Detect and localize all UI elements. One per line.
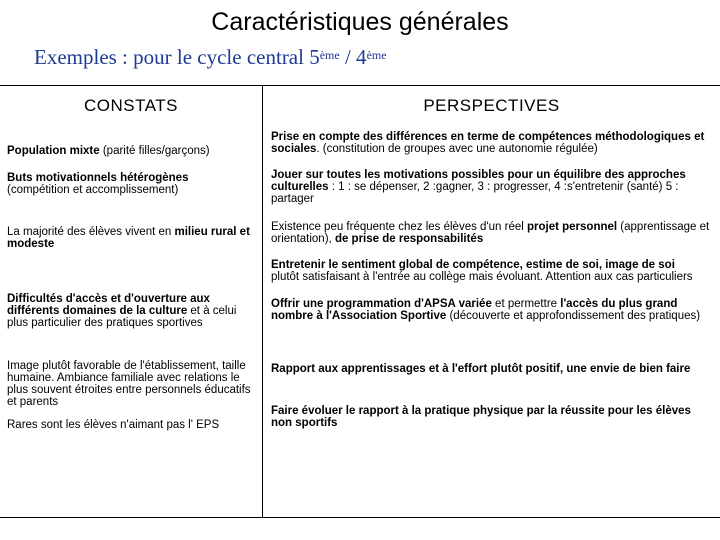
constat-population <box>7 145 257 157</box>
constat-milieu <box>7 226 257 250</box>
subtitle-sup-2: ème <box>366 48 387 62</box>
constat-motivation <box>7 172 257 196</box>
perspective-projet-bold-2: de prise de responsabilités <box>334 233 484 245</box>
column-header-constats: CONSTATS <box>83 96 179 115</box>
perspective-apprentissages <box>271 363 715 375</box>
perspective-programmation-text-1: et permettre <box>491 298 561 310</box>
constat-motivation-bold: Buts motivationnels hétérogènes <box>7 172 189 184</box>
constat-milieu-text: La majorité des élèves vivent en <box>7 226 175 238</box>
constat-culture-bold: Difficultés d'accès et d'ouverture aux différents domaines de la culture <box>7 293 210 317</box>
constat-eps-text: Rares sont les élèves n'aimant pas l' EPS <box>7 419 220 431</box>
constat-population-text: (parité filles/garçons) <box>99 145 210 157</box>
table-top-border <box>0 85 720 86</box>
subtitle-sep: / 4 <box>339 45 367 69</box>
constat-motivation-text: (compétition et accomplissement) <box>7 184 179 196</box>
perspective-programmation <box>271 298 715 322</box>
perspective-projet-text-1: Existence peu fréquente chez les élèves d'un réel <box>271 221 527 233</box>
slide-subtitle <box>34 44 387 70</box>
perspective-programmation-bold-2: l'accès du plus grand nombre à l'Association Sportive <box>271 298 678 322</box>
constat-etablissement-text: Image plutôt favorable de l'établissement, taille humaine. Ambiance familiale avec relations le plus souvent étroites entre personnels éducatifs et parents <box>7 360 251 408</box>
table-bottom-border <box>0 517 720 518</box>
constat-eps <box>7 419 257 431</box>
perspective-sentiment-text: plutôt satisfaisant à l'entrée au collège mais évoluant. Attention aux cas particuliers <box>271 271 693 283</box>
perspective-motivations-bold: Jouer sur toutes les motivations possibles pour un équilibre des approches culturelles <box>271 169 686 193</box>
subtitle-sup-1: ème <box>319 48 340 62</box>
perspective-sentiment-bold: Entretenir le sentiment global de compétence, estime de soi, image de soi <box>271 259 675 271</box>
slide-title: Caractéristiques générales <box>211 8 509 36</box>
perspective-rapport <box>271 405 715 429</box>
perspective-motivations-text: : 1 : se dépenser, 2 :gagner, 3 : progresser, 4 :s'entretenir (santé) 5 : partager <box>271 181 679 205</box>
constat-culture <box>7 293 259 329</box>
perspective-motivations <box>271 169 715 205</box>
perspective-programmation-text-2: (découverte et approfondissement des pratiques) <box>446 310 701 322</box>
constat-etablissement <box>7 360 259 408</box>
constat-culture-text: et à celui plus particulier des pratiques sportives <box>7 305 237 329</box>
perspective-projet-text-2: (apprentissage et orientation), <box>271 221 710 245</box>
perspective-sentiment <box>271 259 717 283</box>
perspective-projet <box>271 221 717 245</box>
perspective-differences <box>271 131 715 155</box>
constat-population-bold: Population mixte <box>7 145 100 157</box>
perspective-differences-text: . (constitution de groupes avec une autonomie régulée) <box>316 143 598 155</box>
perspective-rapport-bold: Faire évoluer le rapport à la pratique physique par la réussite pour les élèves non sportifs <box>271 405 691 429</box>
column-divider <box>262 85 263 517</box>
subtitle-text: Exemples : pour le cycle central 5 <box>34 45 320 69</box>
perspective-apprentissages-bold: Rapport aux apprentissages et à l'effort plutôt positif, une envie de bien faire <box>271 363 691 375</box>
perspective-programmation-bold-1: Offrir une programmation d'APSA variée <box>271 298 492 310</box>
perspective-projet-bold-1: projet personnel <box>527 221 618 233</box>
perspective-differences-bold: Prise en compte des différences en terme de compétences méthodologiques et sociales <box>271 131 705 155</box>
column-header-perspectives: PERSPECTIVES <box>423 96 560 115</box>
constat-milieu-bold: milieu rural et modeste <box>7 226 250 250</box>
